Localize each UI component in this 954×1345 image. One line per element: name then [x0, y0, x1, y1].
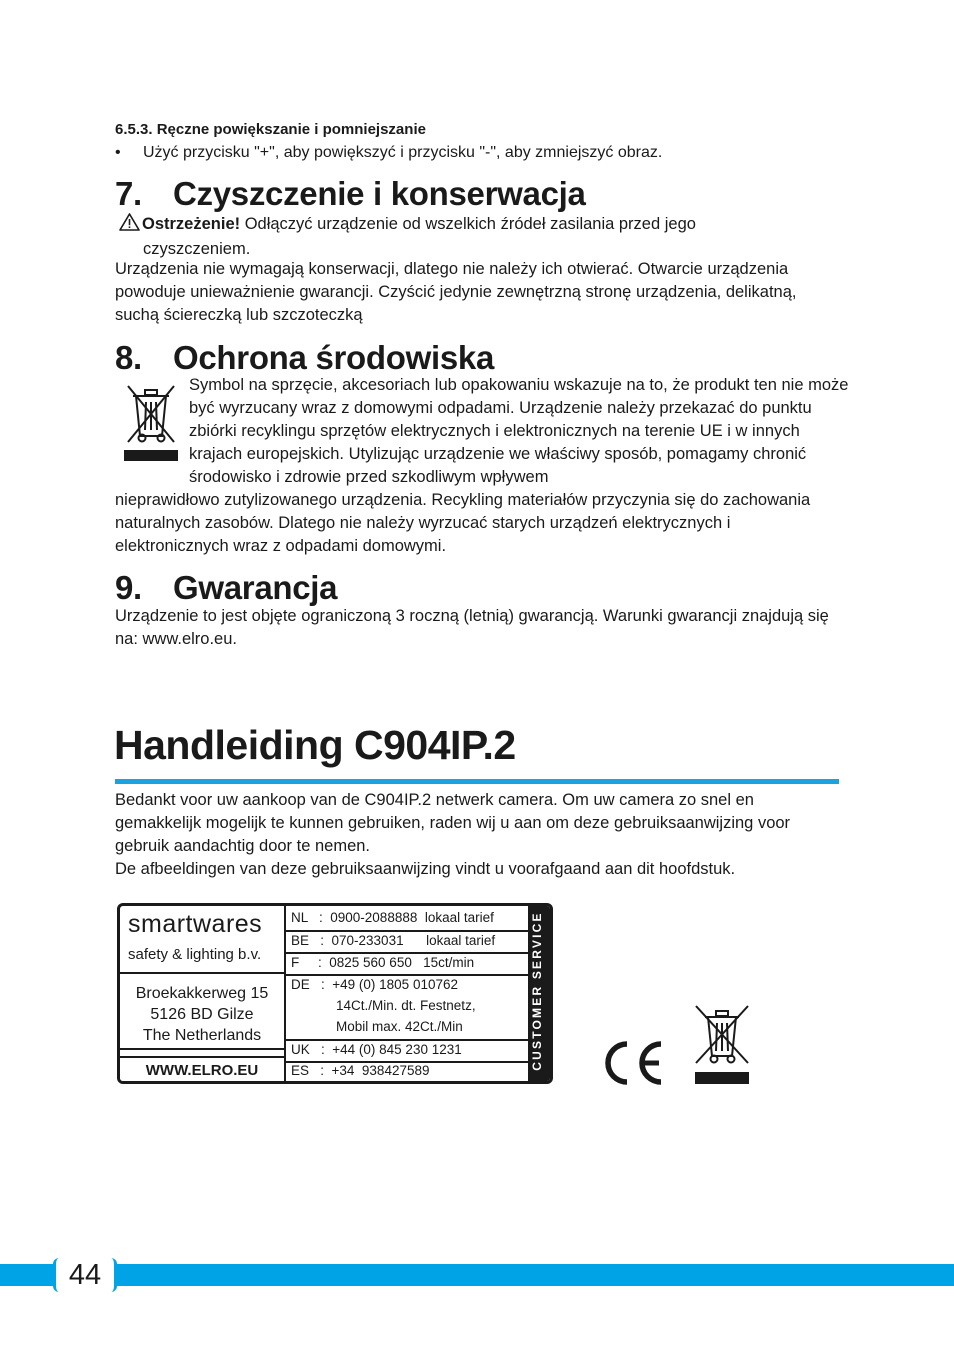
phone-row-be: BE : 070-233031 lokaal tarief: [291, 933, 496, 948]
phone-row-nl: NL : 0900-2088888 lokaal tarief: [291, 910, 494, 925]
divider: [286, 1039, 528, 1041]
section-9-number: 9.: [115, 569, 142, 606]
section-8-number: 8.: [115, 339, 142, 376]
section-7-number: 7.: [115, 175, 142, 212]
ce-mark-icon: [598, 1039, 664, 1087]
divider: [120, 972, 284, 974]
phone-row-uk: UK : +44 (0) 845 230 1231: [291, 1042, 462, 1057]
title-underline: [115, 779, 839, 784]
warning-note: [119, 213, 839, 261]
website-link[interactable]: WWW.ELRO.EU: [120, 1056, 284, 1083]
phone-row-f: F : 0825 560 650 15ct/min: [291, 955, 475, 970]
subsection-heading-6-5-3: 6.5.3. Ręczne powiększanie i pomniejszanie: [115, 121, 426, 138]
divider: [286, 952, 528, 954]
manual-intro: [115, 789, 840, 881]
page-number: 44: [53, 1258, 117, 1292]
zoom-instruction-bullet: [115, 144, 662, 162]
divider: [120, 1048, 284, 1050]
manual-intro-paragraph: Bedankt voor uw aankoop van de C904IP.2 netwerk camera. Om uw camera zo snel en gemakkelijk mogelijk te kunnen gebruiken, raden wij u aan om deze gebruiksaanwijzing voor gebruik aandachtig door te nemen.: [115, 791, 791, 855]
brand-subtitle: safety & lighting b.v.: [128, 946, 262, 963]
warning-triangle-icon: [119, 213, 140, 238]
section-9-heading: [115, 569, 337, 607]
section-8-title: Ochrona środowiska: [173, 339, 495, 376]
weee-crossed-bin-icon: [122, 380, 180, 464]
phone-numbers-panel: [286, 906, 528, 1081]
phone-row-es: ES : +34 938427589: [291, 1063, 430, 1078]
section-9-title: Gwarancja: [173, 569, 338, 606]
customer-service-card: [117, 903, 553, 1084]
customer-service-side-strip: [528, 906, 553, 1081]
environment-paragraph-continued: nieprawidłowo zutylizowanego urządzenia. Recykling materiałów przyczynia się do zachowania naturalnych zasobów. Dlatego nie należy wyrzucać starych urządzeń elektrycznych i elektronicznych wraz z odpadami domowymi.: [115, 491, 811, 555]
phone-row-de-mobile: Mobil max. 42Ct./Min: [291, 1019, 463, 1034]
bullet-mark: •: [115, 144, 121, 161]
warranty-paragraph: Urządzenie to jest objęte ograniczoną 3 roczną (letnią) gwarancją. Warunki gwarancji znajdują się na: www.elro.eu.: [115, 607, 829, 648]
manual-title: Handleiding C904IP.2: [114, 722, 516, 768]
warning-label: Ostrzeżenie!: [142, 215, 241, 233]
section-8-heading: [115, 339, 494, 377]
warning-text: Odłączyć urządzenie od wszelkich źródeł zasilania przed jego: [240, 215, 696, 233]
maintenance-paragraph: Urządzenia nie wymagają konserwacji, dlatego nie należy ich otwierać. Otwarcie urządzenia powoduje unieważnienie gwarancji. Czyścić jedynie zewnętrzną stronę urządzenia, delikatną, suchą ściereczką lub szczoteczką: [115, 260, 797, 324]
section-7-heading: [115, 175, 586, 213]
manual-intro-images-note: De afbeeldingen van deze gebruiksaanwijzing vindt u voorafgaand aan dit hoofdstuk.: [115, 860, 736, 878]
address-postcode-city: 5126 BD Gilze: [150, 1006, 254, 1023]
divider: [286, 974, 528, 976]
phone-row-de-rate: 14Ct./Min. dt. Festnetz,: [291, 998, 476, 1013]
section-7-title: Czyszczenie i konserwacja: [173, 175, 586, 212]
zoom-instruction-text: Użyć przycisku "+", aby powiększyć i przycisku "-", aby zmniejszyć obraz.: [143, 144, 663, 161]
footer-bar: [0, 1264, 954, 1286]
environment-paragraph: Symbol na sprzęcie, akcesoriach lub opakowaniu wskazuje na to, że produkt ten nie może być wyrzucany wraz z domowymi odpadami. Urządzenie należy przekazać do punktu zbiórki recyklingu sprzętów elektrycznych i elektronicznych na terenie UE i w innych krajach europejskich. Utylizując urządzenie we właściwy sposób, pomagamy chronić środowisko i zdrowie przed szkodliwym wpływem: [189, 376, 849, 486]
divider: [286, 930, 528, 932]
customer-service-label: CUSTOMER SERVICE: [530, 911, 544, 1071]
phone-row-de: DE : +49 (0) 1805 010762: [291, 977, 458, 992]
weee-crossed-bin-icon-large: [692, 1003, 752, 1085]
address-country: The Netherlands: [142, 1027, 262, 1044]
warning-text-continued: czyszczeniem.: [143, 240, 251, 258]
brand-logo-text: smartwares: [128, 910, 263, 938]
address-street: Broekakkerweg 15: [135, 985, 269, 1002]
company-address: [120, 983, 284, 1046]
company-info-panel: [120, 906, 286, 1081]
